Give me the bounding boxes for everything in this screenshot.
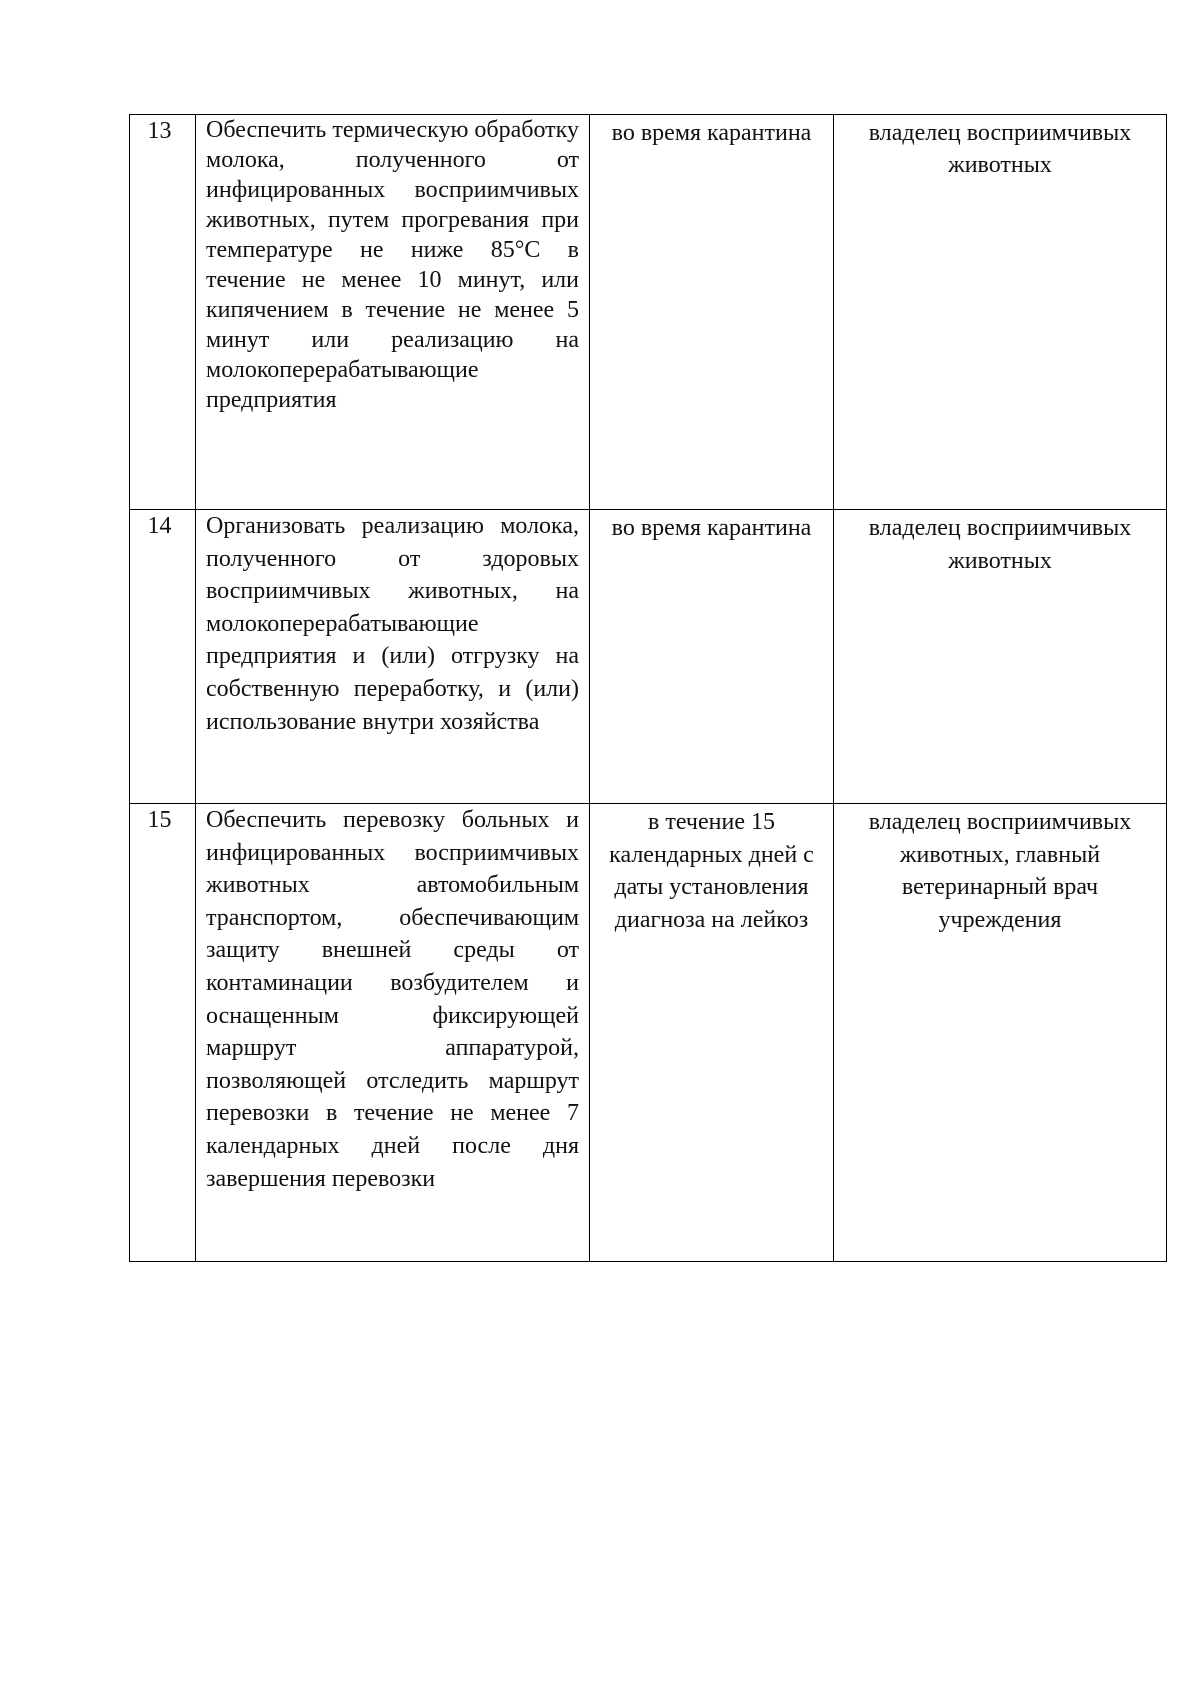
row-number-cell: [130, 510, 196, 804]
deadline-text: во время карантина: [611, 515, 812, 541]
table-row: [130, 115, 1167, 510]
deadline-text: во время карантина: [611, 120, 812, 146]
row-number: 15: [147, 807, 172, 833]
responsible-cell: [834, 804, 1167, 1262]
measures-table: [129, 114, 1167, 1262]
task-cell: [196, 115, 590, 510]
responsible-cell: [834, 510, 1167, 804]
row-number: 14: [147, 513, 172, 539]
deadline-cell: [590, 510, 834, 804]
table-row: [130, 804, 1167, 1262]
deadline-cell: [590, 804, 834, 1262]
row-number-cell: [130, 804, 196, 1262]
deadline-cell: [590, 115, 834, 510]
responsible-text: владелец восприимчивых животных: [868, 120, 1132, 178]
responsible-text: владелец восприимчивых животных: [868, 515, 1132, 574]
task-cell: [196, 804, 590, 1262]
responsible-text: владелец восприимчивых животных, главный ветеринарный врач учреждения: [868, 809, 1132, 933]
task-text: Организовать реализацию молока, полученного от здоровых восприимчивых животных, на молокоперерабатывающие предприятия и (или) отгрузку на собственную переработку, и (или) использование внутри хозяйства: [206, 513, 579, 735]
table-row: [130, 510, 1167, 804]
task-cell: [196, 510, 590, 804]
row-number: 13: [147, 118, 172, 144]
responsible-cell: [834, 115, 1167, 510]
deadline-text: в течение 15 календарных дней с даты установления диагноза на лейкоз: [609, 809, 814, 933]
row-number-cell: [130, 115, 196, 510]
task-text: Обеспечить термическую обработку молока, полученного от инфицированных восприимчивых животных, путем прогревания при температуре не ниже 85°C в течение не менее 10 минут, или кипячением в течение не менее 5 минут или реализацию на молокоперерабатывающие предприятия: [206, 117, 579, 413]
task-text: Обеспечить перевозку больных и инфицированных восприимчивых животных автомобильным транспортом, обеспечивающим защиту внешней среды от контаминации возбудителем и оснащенным фиксирующей маршрут аппаратурой, позволяющей отследить маршрут перевозки в течение не менее 7 календарных дней после дня завершения перевозки: [206, 807, 579, 1192]
